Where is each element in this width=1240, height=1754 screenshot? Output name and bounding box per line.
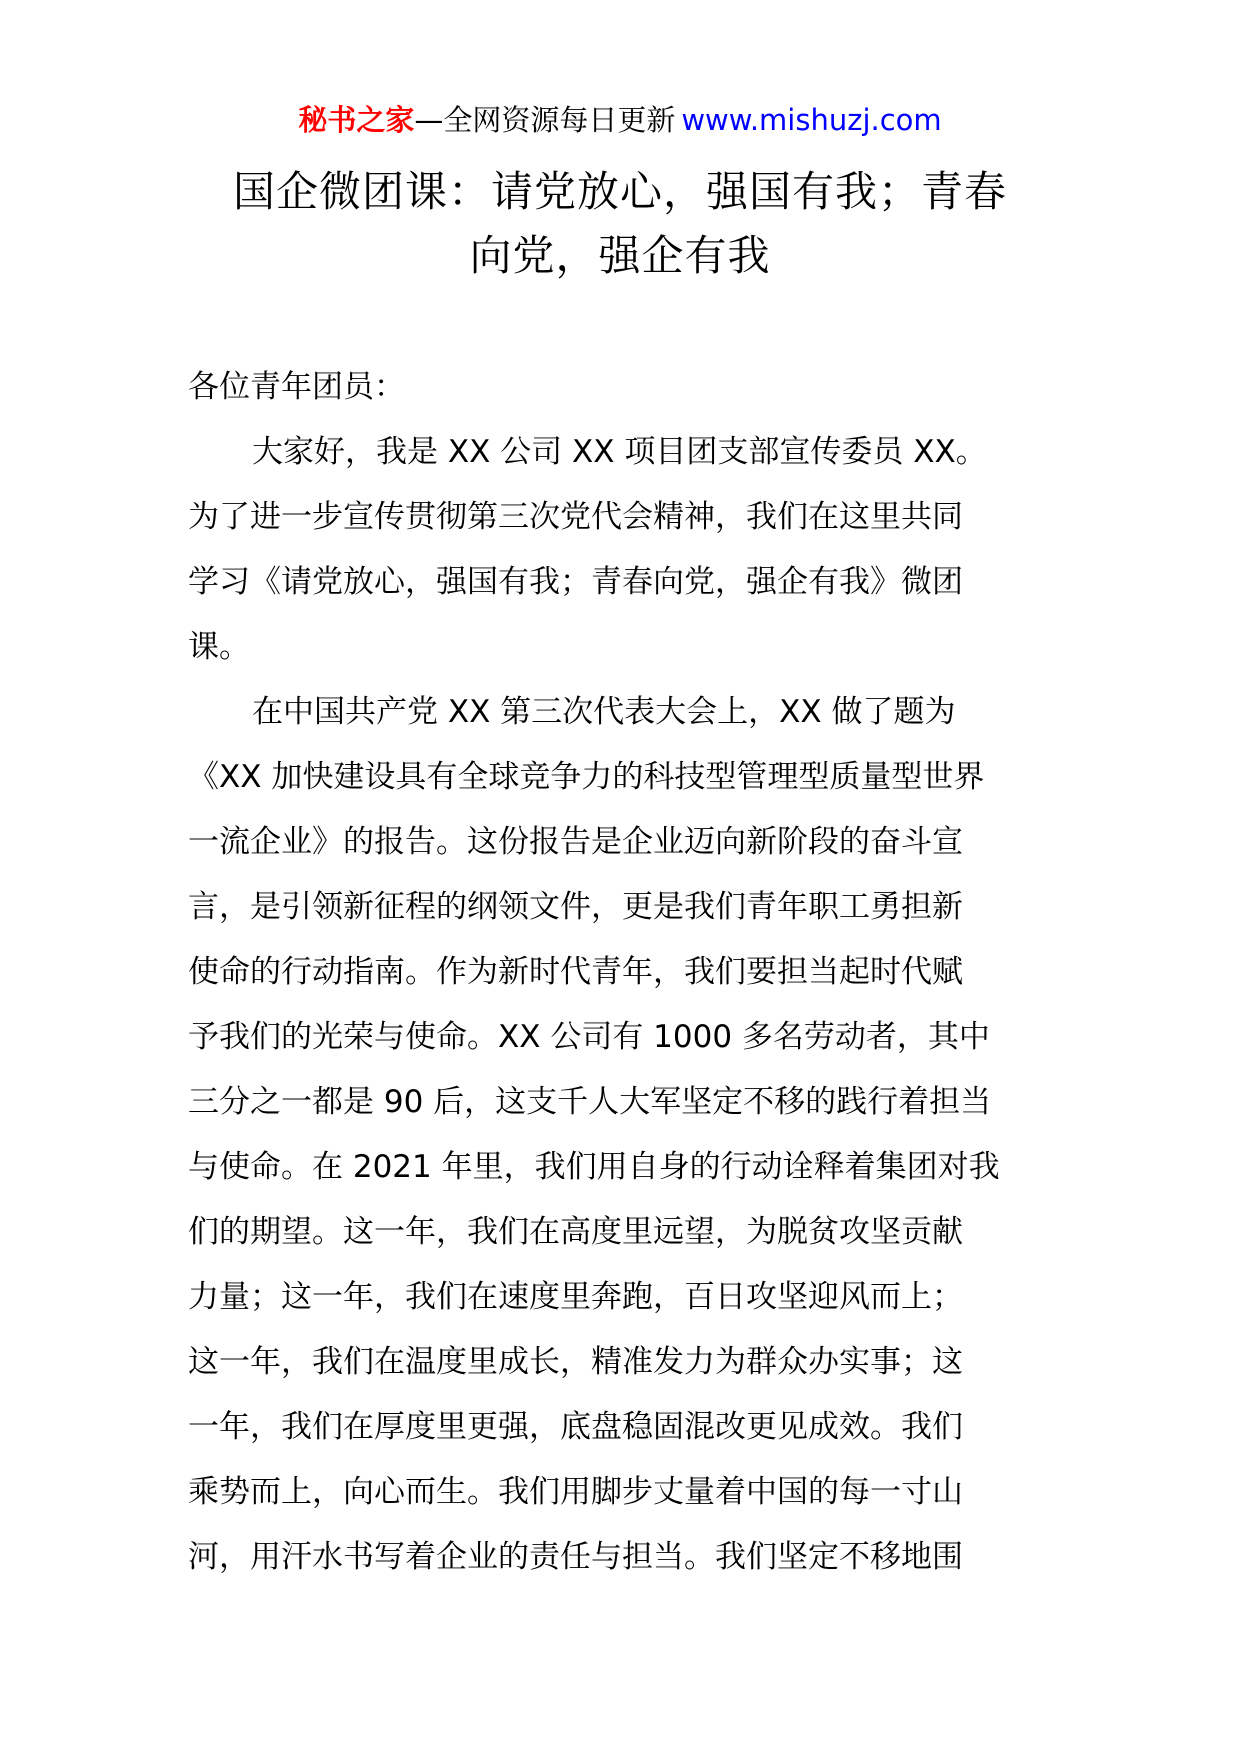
- title-line: 向党，强企有我: [469, 231, 771, 280]
- text-line: 力量；这一年，我们在速度里奔跑，百日攻坚迎风而上；: [188, 1279, 963, 1315]
- document-title: [190, 160, 1050, 288]
- text-line: 予我们的光荣与使命。XX 公司有 1000 多名劳动者，其中: [188, 1019, 990, 1055]
- text-line: 河，用汗水书写着企业的责任与担当。我们坚定不移地围: [188, 1539, 963, 1575]
- text-line: 课。: [188, 629, 250, 665]
- paragraph: [188, 680, 1058, 1590]
- site-header: [0, 100, 1240, 140]
- greeting: [188, 355, 1058, 420]
- text-line: 三分之一都是 90 后，这支千人大军坚定不移的践行着担当: [188, 1084, 992, 1120]
- text-line: 在中国共产党 XX 第三次代表大会上，XX 做了题为: [252, 694, 956, 730]
- text-line: 与使命。在 2021 年里，我们用自身的行动诠释着集团对我: [188, 1149, 1000, 1185]
- text-line: 言，是引领新征程的纲领文件，更是我们青年职工勇担新: [188, 889, 963, 925]
- text-line: 一流企业》的报告。这份报告是企业迈向新阶段的奋斗宣: [188, 824, 963, 860]
- paragraph: [188, 420, 1058, 680]
- header-tagline: —全网资源每日更新: [414, 103, 676, 137]
- text-line: 乘势而上，向心而生。我们用脚步丈量着中国的每一寸山: [188, 1474, 963, 1510]
- text-line: 学习《请党放心，强国有我；青春向党，强企有我》微团: [188, 564, 963, 600]
- text-line: 们的期望。这一年，我们在高度里远望，为脱贫攻坚贡献: [188, 1214, 963, 1250]
- text-line: 使命的行动指南。作为新时代青年，我们要担当起时代赋: [188, 954, 963, 990]
- document-body: [188, 355, 1058, 1590]
- text-line: 大家好，我是 XX 公司 XX 项目团支部宣传委员 XX。: [252, 434, 987, 470]
- text-line: 《XX 加快建设具有全球竞争力的科技型管理型质量型世界: [188, 759, 985, 795]
- text-line: 一年，我们在厚度里更强，底盘稳固混改更见成效。我们: [188, 1409, 963, 1445]
- text-line: 各位青年团员：: [188, 369, 405, 405]
- brand-name: 秘书之家: [298, 103, 415, 137]
- title-line: 国企微团课：请党放心，强国有我；青春: [232, 167, 1007, 216]
- text-line: 为了进一步宣传贯彻第三次党代会精神，我们在这里共同: [188, 499, 963, 535]
- site-url[interactable]: www.mishuzj.com: [681, 103, 942, 137]
- text-line: 这一年，我们在温度里成长，精准发力为群众办实事；这: [188, 1344, 963, 1380]
